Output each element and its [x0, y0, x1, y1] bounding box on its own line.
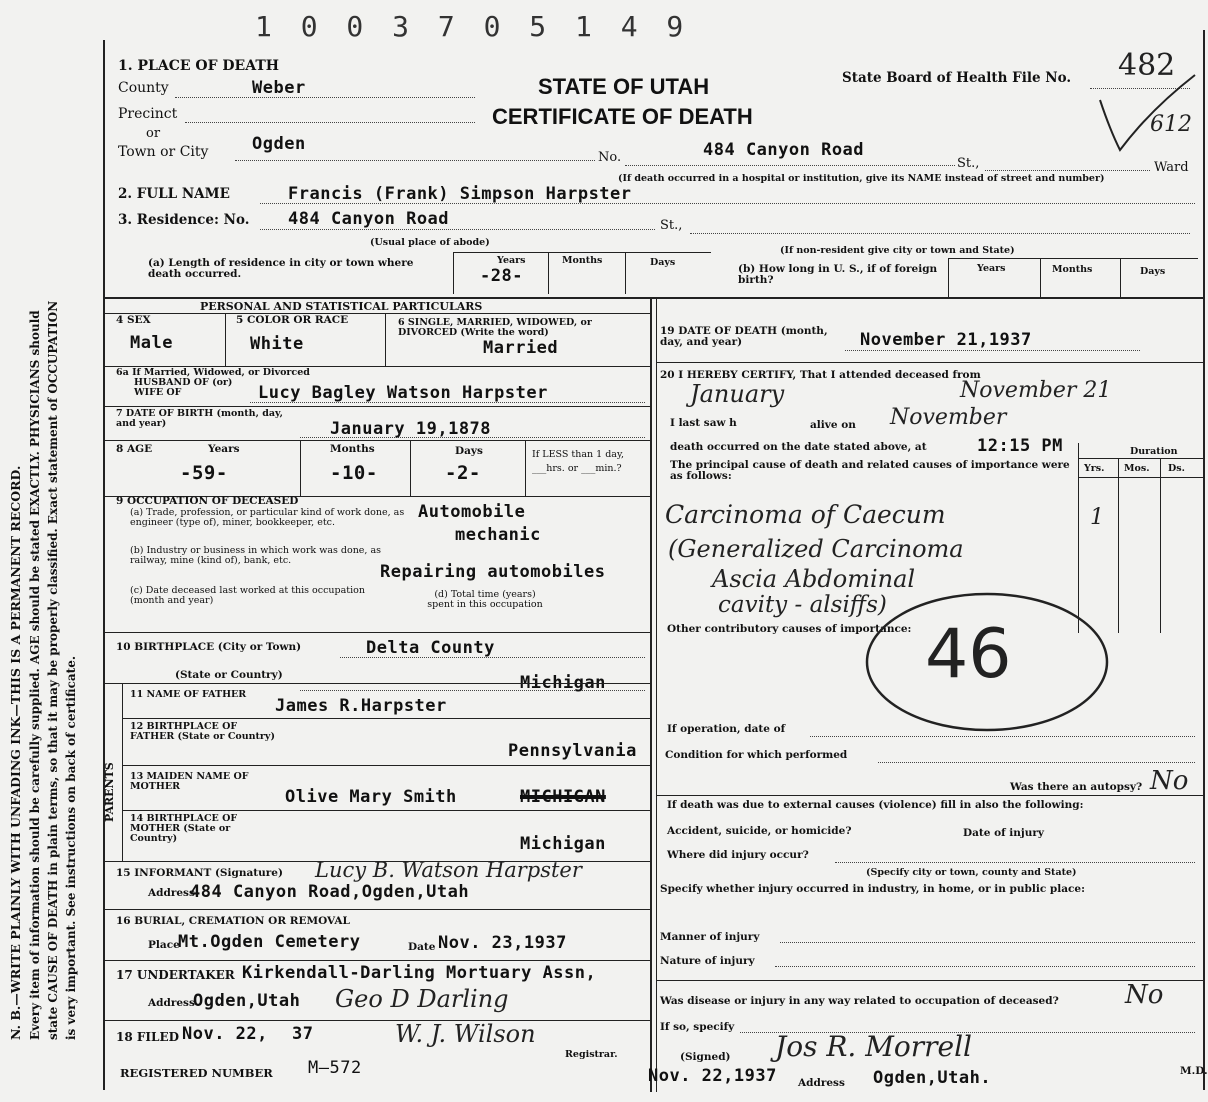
years-label: Years	[497, 255, 526, 266]
usual-abode-label: (Usual place of abode)	[370, 237, 490, 248]
filed-year: 37	[292, 1024, 314, 1044]
full-name-value: Francis (Frank) Simpson Harpster	[288, 184, 632, 204]
parents-side-label: PARENTS	[103, 762, 116, 822]
spouse-value: Lucy Bagley Watson Harpster	[258, 383, 548, 403]
marital-label: 6 SINGLE, MARRIED, WIDOWED, or DIVORCED (Write the word)	[398, 317, 592, 338]
circled-number: 46	[925, 615, 1012, 694]
birthplace-state: Michigan	[520, 673, 606, 693]
age-years-label: Years	[208, 443, 240, 455]
duration-label: Duration	[1130, 446, 1178, 457]
side-note-line3: state CAUSE OF DEATH in plain terms, so that it may be properly classified. Exact statement of OCCUPATION	[46, 300, 60, 1040]
informant-address-label: Address	[148, 887, 195, 899]
death-time-label: death occurred on the date stated above, at	[670, 441, 927, 453]
registrar-signature: W. J. Wilson	[395, 1020, 536, 1048]
attended-to: November 21	[960, 378, 1112, 403]
mother-birthplace-label: 14 BIRTHPLACE OF MOTHER (State or Country)	[130, 813, 238, 844]
side-note-line2: Every item of information should be carefully supplied. AGE should be stated EXACTLY. PHYSICIANS should	[28, 310, 42, 1040]
occupation-d-label: (d) Total time (years) spent in this occupation	[427, 589, 543, 610]
us-years-label: Years	[977, 263, 1006, 274]
cause-line-1: Carcinoma of Caecum	[665, 500, 946, 529]
injury-date-label: Date of injury	[963, 827, 1044, 839]
side-note-line1: N. B.—WRITE PLAINLY WITH UNFADING INK—THIS IS A PERMANENT RECORD.	[8, 465, 23, 1040]
physician-signature: Jos R. Morrell	[775, 1030, 973, 1063]
undertaker-address-label: Address	[148, 997, 195, 1009]
father-value: James R.Harpster	[275, 696, 447, 716]
dod-value: November 21,1937	[860, 330, 1032, 350]
occupation-related-value: No	[1125, 980, 1164, 1010]
undertaker-label: 17 UNDERTAKER	[116, 968, 235, 982]
signed-date: Nov. 22,1937	[648, 1066, 777, 1086]
age-years: -59-	[180, 462, 228, 484]
nature-label: Nature of injury	[660, 955, 755, 967]
us-days-label: Days	[1140, 266, 1166, 277]
filed-date: Nov. 22,	[182, 1024, 268, 1044]
county-value: Weber	[252, 78, 306, 98]
file-number: 482	[1118, 48, 1176, 83]
operation-label: If operation, date of	[667, 723, 786, 735]
less-label: If LESS than 1 day, ___hrs. or ___min.?	[532, 449, 625, 474]
mother-birthplace: Michigan	[520, 834, 606, 854]
right-border	[1203, 30, 1205, 1090]
contributory-label: Other contributory causes of importance:	[667, 623, 912, 635]
birthplace-state-label: (State or Country)	[175, 669, 283, 681]
marital-value: Married	[483, 338, 559, 358]
signed-label: (Signed)	[680, 1051, 731, 1063]
sex-value: Male	[130, 333, 173, 353]
age-days: -2-	[445, 462, 481, 484]
physician-address-label: Address	[798, 1077, 845, 1089]
last-saw-label: I last saw h	[670, 417, 737, 429]
sex-label: 4 SEX	[116, 314, 151, 326]
cause-line-4: cavity - alsiffs)	[718, 592, 887, 618]
undertaker-signature: Geo D Darling	[335, 985, 509, 1013]
registered-number-label: REGISTERED NUMBER	[120, 1066, 273, 1080]
alive-on-label: alive on	[810, 419, 856, 431]
burial-place: Mt.Ogden Cemetery	[178, 932, 361, 952]
birthplace-label: 10 BIRTHPLACE (City or Town)	[116, 641, 302, 653]
town-value: Ogden	[252, 134, 306, 154]
personal-heading: PERSONAL AND STATISTICAL PARTICULARS	[200, 300, 483, 313]
physician-address: Ogden,Utah.	[873, 1068, 992, 1088]
spouse-label-1: 6a If Married, Widowed, or Divorced	[116, 367, 310, 378]
specify-label: If so, specify	[660, 1021, 735, 1033]
registrar-label: Registrar.	[565, 1049, 618, 1060]
check-mark-icon	[1090, 60, 1200, 160]
full-name-label: 2. FULL NAME	[118, 186, 230, 202]
dob-value: January 19,1878	[330, 419, 492, 439]
burial-date: Nov. 23,1937	[438, 933, 567, 953]
cause-label: The principal cause of death and related causes of importance were as follows:	[670, 459, 1070, 482]
burial-label: 16 BURIAL, CREMATION OR REMOVAL	[116, 915, 350, 927]
condition-label: Condition for which performed	[665, 749, 848, 761]
attended-from: January	[690, 380, 785, 408]
file-note: 612	[1150, 112, 1192, 137]
autopsy-label: Was there an autopsy?	[1010, 781, 1143, 793]
street-value: 484 Canyon Road	[703, 140, 865, 160]
place-heading: 1. PLACE OF DEATH	[118, 58, 279, 74]
last-saw-value: November	[890, 405, 1007, 430]
age-label: 8 AGE	[116, 443, 153, 455]
mother-value: Olive Mary Smith	[285, 787, 457, 807]
age-months-label: Months	[330, 443, 375, 455]
precinct-label: Precinct	[118, 106, 178, 122]
occupation-c-label: (c) Date deceased last worked at this occupation (month and year)	[130, 585, 365, 606]
occupation-heading: 9 OCCUPATION OF DECEASED	[116, 495, 299, 507]
certificate-title: CERTIFICATE OF DEATH	[492, 104, 753, 129]
dob-label: 7 DATE OF BIRTH (month, day, and year)	[116, 408, 283, 429]
informant-label: 15 INFORMANT (Signature)	[116, 867, 283, 879]
occupation-a1: Automobile	[418, 502, 526, 522]
length-label: (a) Length of residence in city or town where death occurred.	[148, 257, 414, 280]
occupation-related-label: Was disease or injury in any way related to occupation of deceased?	[660, 995, 1059, 1007]
residence-value: 484 Canyon Road	[288, 209, 450, 229]
residence-label: 3. Residence: No.	[118, 212, 250, 228]
injury-where-label: Where did injury occur?	[667, 849, 809, 861]
undertaker-name: Kirkendall-Darling Mortuary Assn,	[242, 963, 597, 983]
hospital-note: (If death occurred in a hospital or institution, give its NAME instead of street and number)	[618, 173, 1105, 184]
ward-label: Ward	[1154, 160, 1189, 175]
autopsy-value: No	[1150, 766, 1189, 796]
us-label: (b) How long in U. S., if of foreign birth?	[738, 263, 938, 286]
occupation-a2: mechanic	[455, 525, 541, 545]
age-months: -10-	[330, 462, 378, 484]
birthplace-city: Delta County	[366, 638, 495, 658]
father-label: 11 NAME OF FATHER	[130, 689, 247, 700]
town-label: Town or City	[118, 144, 209, 160]
months-label: Months	[562, 255, 603, 266]
spouse-label-2: HUSBAND OF (or) WIFE OF	[134, 377, 233, 398]
dod-label: 19 DATE OF DEATH (month, day, and year)	[660, 325, 828, 348]
accident-label: Accident, suicide, or homicide?	[667, 825, 852, 837]
occupation-b: Repairing automobiles	[380, 562, 606, 582]
us-months-label: Months	[1052, 264, 1093, 275]
burial-date-label: Date	[408, 941, 436, 953]
undertaker-address: Ogden,Utah	[193, 991, 301, 1011]
nonresident-label: (If non-resident give city or town and State)	[780, 245, 1015, 256]
serial-number: 1 0 0 3 7 0 5 1 4 9	[255, 10, 690, 43]
no-label: No.	[598, 150, 622, 165]
mother-label: 13 MAIDEN NAME OF MOTHER	[130, 771, 249, 792]
death-time: 12:15 PM	[977, 436, 1063, 456]
mother-struck-text: MICHIGAN	[520, 787, 606, 807]
county-label: County	[118, 80, 169, 96]
cause-duration-yrs: 1	[1090, 505, 1104, 530]
left-border	[103, 40, 105, 1090]
external-causes-label: If death was due to external causes (violence) fill in also the following:	[667, 799, 1084, 811]
residence-st-label: St.,	[660, 218, 683, 233]
st-label: St.,	[957, 156, 980, 171]
father-birthplace: Pennsylvania	[508, 741, 637, 761]
certify-label: 20 I HEREBY CERTIFY, That I attended deceased from	[660, 369, 981, 381]
color-value: White	[250, 334, 304, 354]
informant-address: 484 Canyon Road,Ogden,Utah	[190, 882, 470, 902]
occupation-a-label: (a) Trade, profession, or particular kind of work done, as engineer (type of), miner, bookkeeper, etc.	[130, 507, 405, 528]
occupation-b-label: (b) Industry or business in which work was done, as railway, mine (kind of), bank, etc.	[130, 545, 382, 566]
age-days-label: Days	[455, 445, 483, 457]
state-title: STATE OF UTAH	[538, 74, 710, 99]
md-label: M.D.	[1180, 1065, 1208, 1077]
cause-line-3: Ascia Abdominal	[712, 565, 916, 593]
duration-yrs-label: Yrs.	[1084, 463, 1105, 474]
side-note-line4: is very important. See instructions on back of certificate.	[64, 655, 78, 1040]
color-label: 5 COLOR OR RACE	[236, 314, 349, 326]
father-birthplace-label: 12 BIRTHPLACE OF FATHER (State or Country)	[130, 721, 275, 742]
burial-place-label: Place	[148, 939, 180, 951]
or-label: or	[146, 126, 161, 141]
cause-line-2: (Generalized Carcinoma	[668, 535, 964, 563]
duration-mos-label: Mos.	[1124, 463, 1150, 474]
informant-signature: Lucy B. Watson Harpster	[315, 858, 582, 882]
residence-years: -28-	[480, 266, 523, 286]
manner-label: Manner of injury	[660, 931, 760, 943]
injury-where-note: (Specify city or town, county and State)	[866, 867, 1077, 878]
days-label: Days	[650, 257, 676, 268]
duration-ds-label: Ds.	[1168, 463, 1185, 474]
filed-label: 18 FILED	[116, 1030, 179, 1044]
file-label: State Board of Health File No.	[842, 70, 1072, 86]
registered-number: M—572	[308, 1058, 362, 1078]
injury-type-label: Specify whether injury occurred in industry, in home, or in public place:	[660, 883, 1085, 895]
